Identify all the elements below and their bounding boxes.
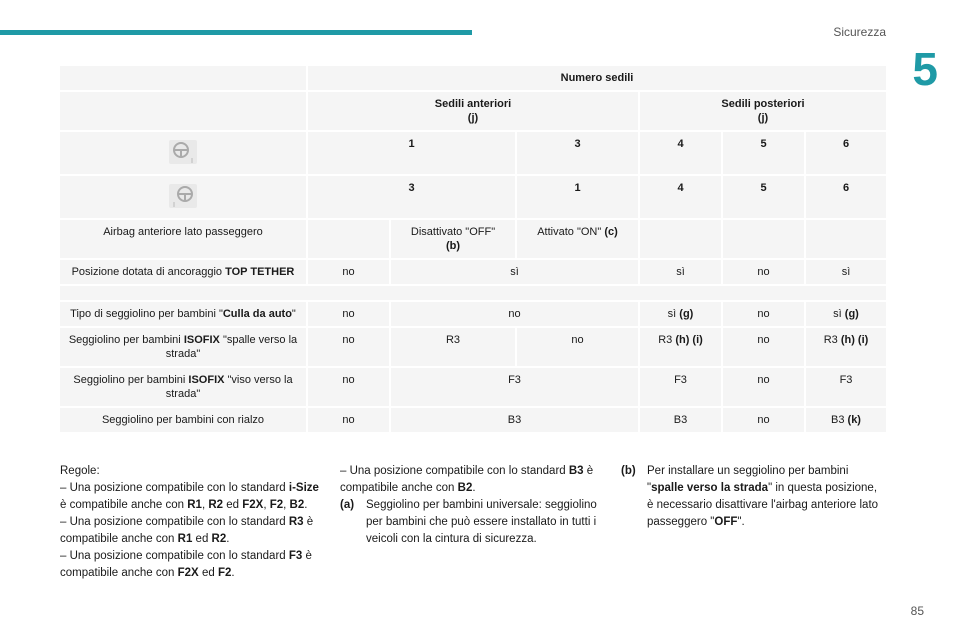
row-label: Seggiolino per bambini ISOFIX "spalle verso la strada" — [60, 328, 306, 366]
table-cell: B3 (k) — [804, 408, 886, 432]
table-cell: no — [721, 328, 804, 366]
child-seat-table — [60, 64, 886, 434]
table-cell: sì (g) — [804, 302, 886, 326]
header-sedili-anteriori: Sedili anteriori (j) — [306, 92, 638, 130]
table-row — [60, 260, 886, 284]
table-separator — [60, 286, 886, 300]
row-label: Seggiolino per bambini ISOFIX "viso verso la strada" — [60, 368, 306, 406]
table-cell: R3 (h) (i) — [638, 328, 721, 366]
table-cell: B3 — [389, 408, 638, 432]
table-cell: no — [721, 368, 804, 406]
row-label: Tipo di seggiolino per bambini "Culla da auto" — [60, 302, 306, 326]
footnote-b: (b) Per installare un seggiolino per bambini "spalle verso la strada" in questa posizione, è necessario disattivare l'airbag anteriore lato passeggero "OFF". — [621, 465, 879, 528]
rule-item: – Una posizione compatibile con lo standard R3 è compatibile anche con R1 ed R2. — [60, 516, 314, 545]
header-numero-sedili: Numero sedili — [306, 66, 886, 90]
row-label: Seggiolino per bambini con rialzo — [60, 408, 306, 432]
table-row — [60, 286, 886, 300]
table-cell: Disattivato "OFF" (b) — [389, 220, 515, 258]
table-cell: 6 — [804, 132, 886, 174]
notes-column-3 — [621, 463, 881, 531]
table-row — [60, 368, 886, 406]
table-cell: 5 — [721, 176, 804, 218]
table-cell: no — [515, 328, 638, 366]
table-row — [60, 220, 886, 258]
table-cell — [60, 92, 306, 130]
header-sedili-posteriori: Sedili posteriori (j) — [638, 92, 886, 130]
table-row — [60, 302, 886, 326]
table-cell: F3 — [638, 368, 721, 406]
table-cell — [60, 176, 306, 218]
row-label: Posizione dotata di ancoraggio TOP TETHER — [60, 260, 306, 284]
section-title: Sicurezza — [833, 25, 886, 39]
notes-column-2 — [340, 463, 602, 548]
table-cell: F3 — [389, 368, 638, 406]
table-row — [60, 328, 886, 366]
table-cell: no — [306, 408, 389, 432]
table-cell: 5 — [721, 132, 804, 174]
table-cell — [306, 220, 389, 258]
table-cell: no — [306, 260, 389, 284]
page-number: 85 — [910, 604, 924, 618]
table-cell — [60, 66, 306, 90]
table-cell: sì — [389, 260, 638, 284]
table-cell: sì (g) — [638, 302, 721, 326]
row-label: Airbag anteriore lato passeggero — [60, 220, 306, 258]
table-cell: sì — [638, 260, 721, 284]
rules-column — [60, 463, 322, 582]
table-cell: 1 — [306, 132, 515, 174]
table-cell: 1 — [515, 176, 638, 218]
table-cell — [638, 220, 721, 258]
table-cell: 4 — [638, 176, 721, 218]
table-cell: 4 — [638, 132, 721, 174]
table-row — [60, 176, 886, 218]
rules-title: Regole: — [60, 465, 100, 477]
table-cell: no — [721, 408, 804, 432]
table-row — [60, 132, 886, 174]
rule-item: – Una posizione compatibile con lo standard F3 è compatibile anche con F2X ed F2. — [60, 550, 312, 579]
table-cell: 3 — [515, 132, 638, 174]
table-cell: R3 — [389, 328, 515, 366]
table-row — [60, 408, 886, 432]
table-cell: no — [721, 260, 804, 284]
table-row — [60, 92, 886, 130]
steering-wheel-left-icon — [168, 139, 198, 165]
table-cell: 6 — [804, 176, 886, 218]
table-row — [60, 66, 886, 90]
table-cell: 3 — [306, 176, 515, 218]
steering-wheel-right-icon — [168, 183, 198, 209]
table-cell: B3 — [638, 408, 721, 432]
rule-item: – Una posizione compatibile con lo standard i-Size è compatibile anche con R1, R2 ed F2X, F2, B2. — [60, 482, 319, 511]
table-cell: Attivato "ON" (c) — [515, 220, 638, 258]
table-cell: no — [306, 328, 389, 366]
table-cell — [60, 132, 306, 174]
table-cell: sì — [804, 260, 886, 284]
table-cell: F3 — [804, 368, 886, 406]
rule-item: – Una posizione compatibile con lo standard B3 è compatibile anche con B2. — [340, 465, 594, 494]
chapter-number: 5 — [912, 43, 938, 95]
table-cell: no — [721, 302, 804, 326]
table-cell — [804, 220, 886, 258]
table-cell: no — [306, 368, 389, 406]
table-cell: no — [306, 302, 389, 326]
table-cell: no — [389, 302, 638, 326]
footnote-a: (a) Seggiolino per bambini universale: seggiolino per bambini che può essere installato in tutti i veicoli con la cintura di sicurezza. — [340, 499, 597, 545]
table-cell — [721, 220, 804, 258]
table-cell: R3 (h) (i) — [804, 328, 886, 366]
header-accent-bar — [0, 30, 472, 35]
